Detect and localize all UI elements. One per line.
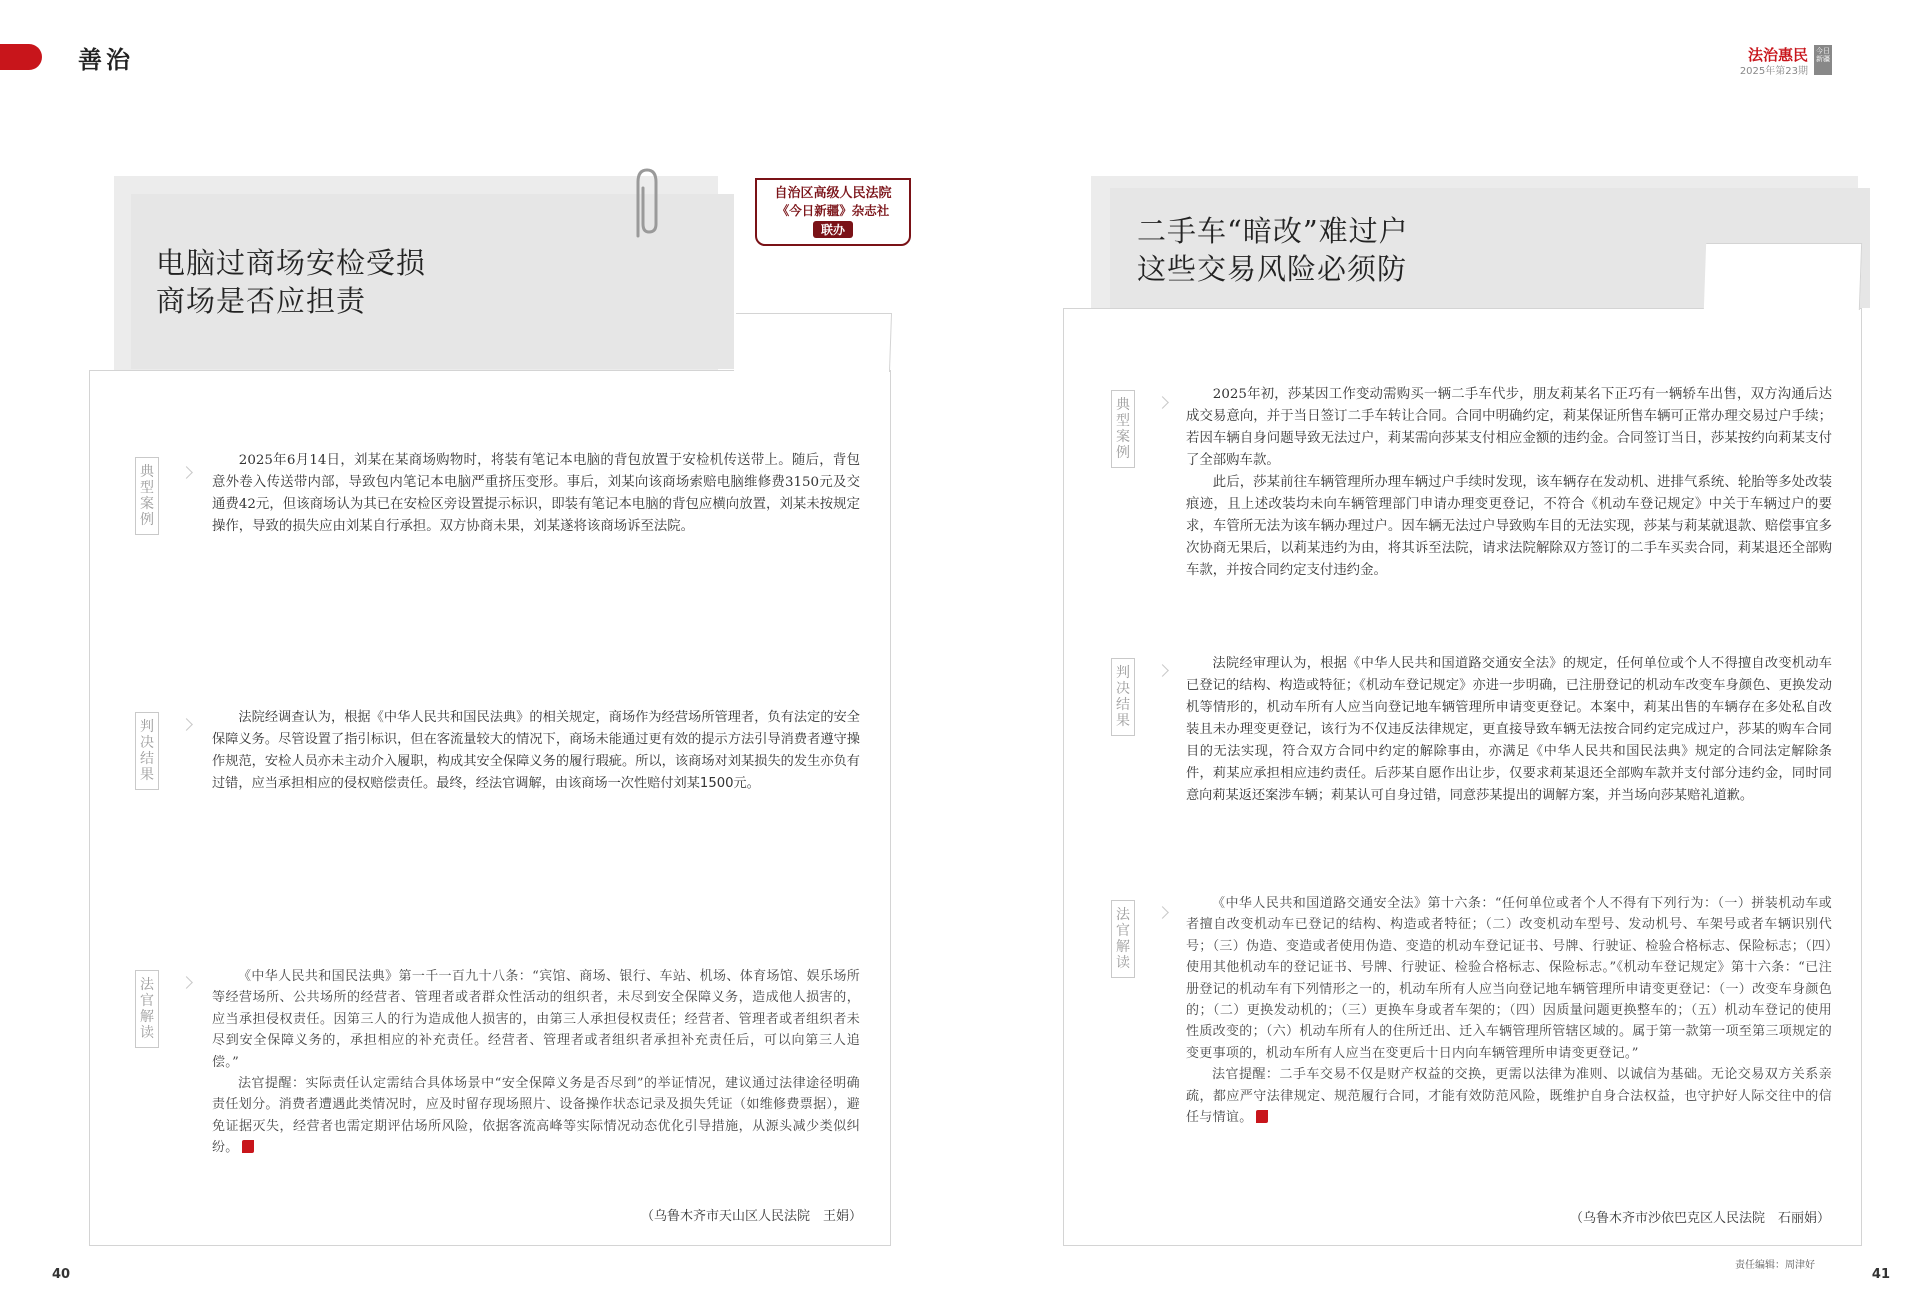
- left-case-text: [212, 450, 860, 538]
- magazine-logo: 今日新疆: [1814, 45, 1832, 75]
- left-interpretation-paragraph-1: 《中华人民共和国民法典》第一千一百九十八条：“宾馆、商场、银行、车站、机场、体育场馆、娱乐场所等经营场所、公共场所的经营者、管理者或者群众性活动的组织者，未尽到安全保障义务，造成他人损害的，应当承担侵权责任。因第三人的行为造成他人损害的，由第三人承担侵权责任；经营者、管理者或者组织者未尽到安全保障义务的，承担相应的补充责任。经营者、管理者或者组织者承担补充责任后，可以向第三人追偿。”: [212, 969, 860, 1070]
- left-judgment-label: 判决结果: [135, 712, 159, 790]
- right-title-line-1: 二手车“暗改”难过户: [1137, 214, 1409, 248]
- stamp-line-3: 联办: [813, 221, 853, 238]
- magazine-title: 法治惠民: [1747, 46, 1808, 64]
- end-mark-icon: [242, 1140, 254, 1153]
- right-judgment-label: 判决结果: [1111, 658, 1135, 736]
- right-title-line-2: 这些交易风险必须防: [1137, 252, 1408, 286]
- stamp-line-2: 《今日新疆》杂志社: [776, 203, 890, 218]
- left-article-title: [156, 244, 426, 320]
- right-signature: （乌鲁木齐市沙依巴克区人民法院 石丽娟）: [1569, 1211, 1830, 1226]
- right-card-fold: [1704, 243, 1862, 310]
- right-page-number: 41: [1871, 1267, 1890, 1282]
- left-interpretation-text: [212, 966, 860, 1159]
- right-case-text: [1186, 384, 1832, 582]
- right-case-label: 典型案例: [1111, 390, 1135, 468]
- magazine-issue: 2025年第23期: [1739, 66, 1808, 77]
- left-page-number: 40: [52, 1267, 71, 1282]
- left-signature: （乌鲁木齐市天山区人民法院 王娟）: [640, 1209, 862, 1224]
- right-interpretation-label: 法官解读: [1111, 900, 1135, 978]
- stamp-line-1: 自治区高级人民法院: [774, 186, 892, 201]
- left-card-fold: [734, 313, 892, 372]
- section-name: 善治: [78, 45, 134, 74]
- left-interpretation-paragraph-2: 法官提醒：实际责任认定需结合具体场景中“安全保障义务是否尽到”的举证情况，建议通过法律途径明确责任划分。消费者遭遇此类情况时，应及时留存现场照片、设备操作状态记录及损失凭证（如维修费票据），避免证据灭失，经营者也需定期评估场所风险，依据客流高峰等实际情况动态优化引导措施，从源头减少类似纠纷。: [212, 1076, 860, 1156]
- paperclip-icon: [628, 166, 664, 242]
- left-title-line-1: 电脑过商场安检受损: [156, 246, 427, 280]
- right-judgment-text: [1186, 653, 1832, 807]
- left-interpretation-label: 法官解读: [135, 970, 159, 1048]
- left-case-paragraph: 2025年6月14日，刘某在某商场购物时，将装有笔记本电脑的背包放置于安检机传送带上。随后，背包意外卷入传送带内部，导致包内笔记本电脑严重挤压变形。事后，刘某向该商场索赔电脑维修费3150元及交通费42元，但该商场认为其已在安检区旁设置提示标识，即装有笔记本电脑的背包应横向放置，刘某未按规定操作，导致的损失应由刘某自行承担。双方协商未果，刘某遂将该商场诉至法院。: [212, 453, 860, 534]
- left-title-line-2: 商场是否应担责: [156, 284, 367, 318]
- right-article-title: [1137, 212, 1409, 288]
- left-judgment-text: [212, 707, 860, 795]
- right-interpretation-text: [1186, 893, 1832, 1128]
- right-interpretation-paragraph-2: 法官提醒：二手车交易不仅是财产权益的交换，更需以法律为准则、以诚信为基础。无论交易双方关系亲疏，都应严守法律规定、规范履行合同，才能有效防范风险，既维护自身合法权益，也守护好人际交往中的信任与情谊。: [1186, 1067, 1832, 1126]
- left-case-label: 典型案例: [135, 457, 159, 535]
- right-interpretation-paragraph-1: 《中华人民共和国道路交通安全法》第十六条：“任何单位或者个人不得有下列行为：（一）拼装机动车或者擅自改变机动车已登记的结构、构造或者特征；（二）改变机动车型号、发动机号、车架号或者车辆识别代号；（三）伪造、变造或者使用伪造、变造的机动车登记证书、号牌、行驶证、检验合格标志、保险标志；（四）使用其他机动车的登记证书、号牌、行驶证、检验合格标志、保险标志。”《机动车登记规定》第十六条：“已注册登记的机动车有下列情形之一的，机动车所有人应当向登记地车辆管理所申请变更登记：（一）改变车身颜色的；（二）更换发动机的；（三）更换车身或者车架的；（四）因质量问题更换整车的；（五）机动车登记的使用性质改变的；（六）机动车所有人的住所迁出、迁入车辆管理所管辖区域的。属于第一款第一项至第三项规定的变更事项的，机动车所有人应当在变更后十日内向车辆管理所申请变更登记。”: [1186, 896, 1832, 1061]
- left-judgment-paragraph: 法院经调查认为，根据《中华人民共和国民法典》的相关规定，商场作为经营场所管理者，负有法定的安全保障义务。尽管设置了指引标识，但在客流量较大的情况下，商场未能通过更有效的提示方法引导消费者遵守操作规范，安检人员亦未主动介入履职，构成其安全保障义务的履行瑕疵。所以，该商场对刘某损失的发生亦负有过错，应当承担相应的侵权赔偿责任。最终，经法官调解，由该商场一次性赔付刘某1500元。: [212, 710, 860, 791]
- end-mark-icon: [1256, 1110, 1268, 1123]
- editor-credit: 责任编辑：周津好: [1735, 1260, 1815, 1271]
- right-judgment-paragraph: 法院经审理认为，根据《中华人民共和国道路交通安全法》的规定，任何单位或个人不得擅自改变机动车已登记的结构、构造或特征；《机动车登记规定》亦进一步明确，已注册登记的机动车改变车身颜色、更换发动机等情形的，机动车所有人应当向登记地车辆管理所申请变更登记。本案中，莉某出售的车辆存在多处私自改装且未办理变更登记，该行为不仅违反法律规定，更直接导致车辆无法按合同约定完成过户，莎某的购车合同目的无法实现，符合双方合同中约定的解除事由，亦满足《中华人民共和国民法典》规定的合同法定解除条件，莉某应承担相应违约责任。后莎某自愿作出让步，仅要求莉某退还全部购车款并支付部分违约金，同时同意向莉某返还案涉车辆；莉某认可自身过错，同意莎某提出的调解方案，并当场向莎某赔礼道歉。: [1186, 656, 1832, 803]
- right-case-paragraph-1: 2025年初，莎某因工作变动需购买一辆二手车代步，朋友莉某名下正巧有一辆轿车出售，双方沟通后达成交易意向，并于当日签订二手车转让合同。合同中明确约定，莉某保证所售车辆可正常办理交易过户手续；若因车辆自身问题导致无法过户，莉某需向莎某支付相应金额的违约金。合同签订当日，莎某按约向莉某支付了全部购车款。: [1186, 387, 1832, 468]
- co-organizer-stamp: [755, 178, 911, 246]
- right-case-paragraph-2: 此后，莎某前往车辆管理所办理车辆过户手续时发现，该车辆存在发动机、进排气系统、轮胎等多处改装痕迹，且上述改装均未向车辆管理部门申请办理变更登记，不符合《机动车登记规定》中关于车辆过户的要求，车管所无法为该车辆办理过户。因车辆无法过户导致购车目的无法实现，莎某与莉某就退款、赔偿事宜多次协商无果后，以莉某违约为由，将其诉至法院，请求法院解除双方签订的二手车买卖合同，莉某退还全部购车款，并按合同约定支付违约金。: [1186, 475, 1832, 578]
- section-tab-marker: [0, 44, 42, 70]
